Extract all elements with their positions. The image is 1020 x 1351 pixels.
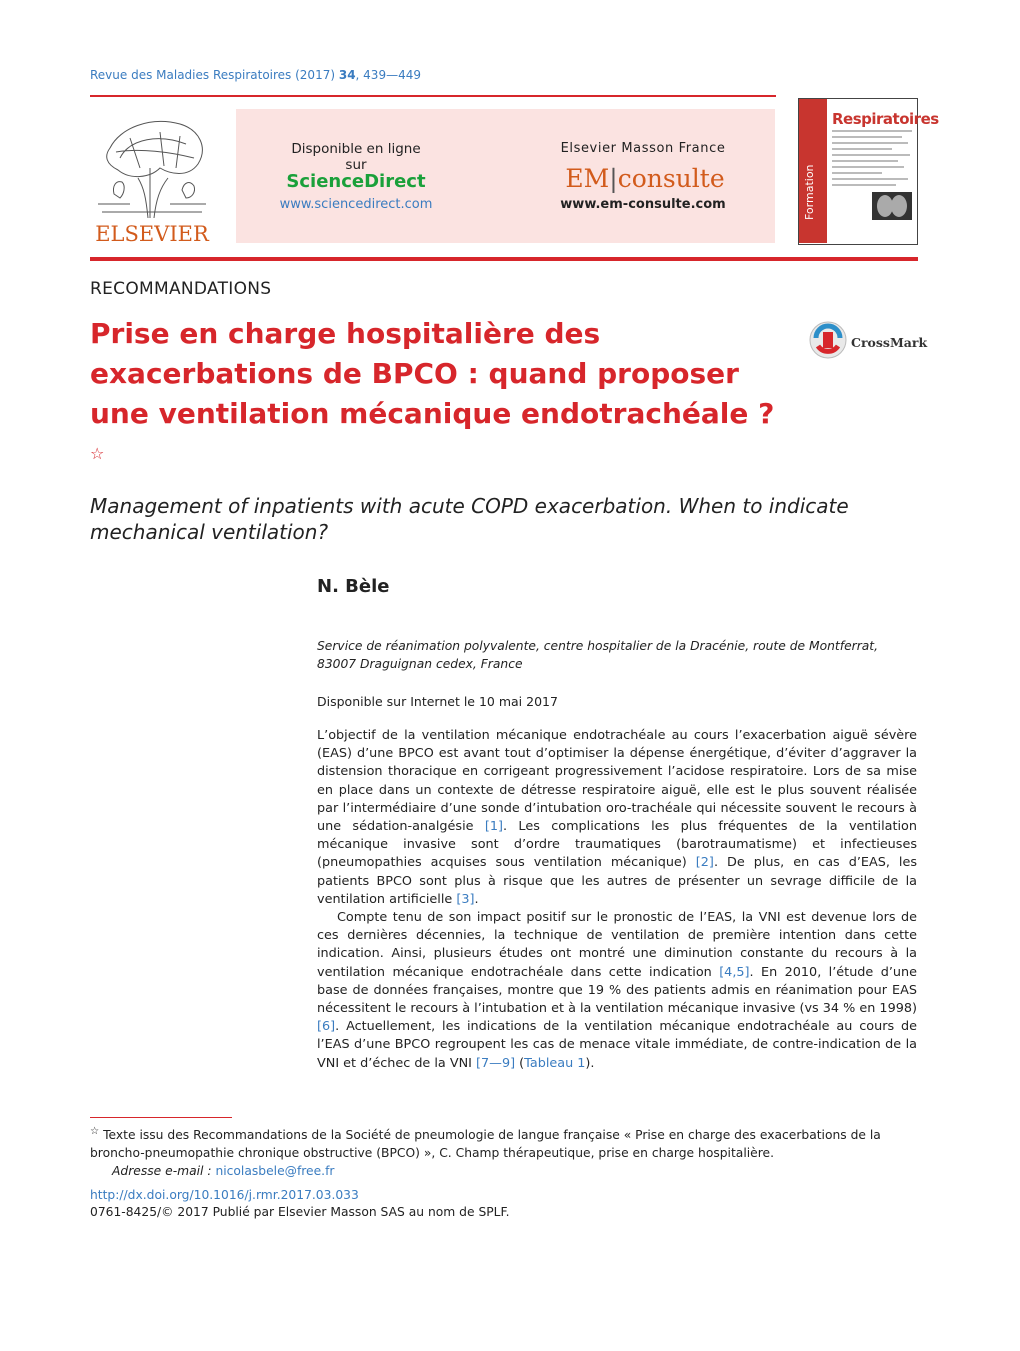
paragraph <box>317 909 917 1073</box>
section-label: RECOMMANDATIONS <box>90 279 272 299</box>
footnote-text <box>90 1122 918 1162</box>
paragraph-text: ( <box>515 1055 525 1071</box>
citation-link[interactable]: [6] <box>317 1019 336 1035</box>
affiliation-line: Service de réanimation polyvalente, centre hospitalier de la Dracénie, route de Montferrat, <box>317 639 879 653</box>
banner-rule <box>90 257 918 261</box>
email-label: Adresse e-mail : <box>112 1164 216 1179</box>
article-title-text: Prise en charge hospitalière des exacerbations de BPCO : quand proposer une ventilation mécanique endotrachéale ? <box>90 317 775 430</box>
paragraph <box>317 727 917 909</box>
footnote-body: Texte issu des Recommandations de la Société de pneumologie de langue française « Prise en charge des exacerbations de la broncho-pneumopathie chronique obstructive (BPCO) », C. Champ thérapeutique, prise en charge hospitalière. <box>90 1128 881 1161</box>
paragraph-text: L’objectif de la ventilation mécanique endotrachéale au cours l’exacerbation aiguë sévère (EAS) d’une BPCO est avant tout d’optimiser la dépense énergétique, d’éviter d’aggraver la distension thoracique en corrigeant progressivement l’acidose respiratoire. Lors de sa mise en place dans un contexte de détresse respiratoire aiguë, elle est le plus souvent réalisée par l’intermédiaire d’une sonde d’intubation oro-trachéale qui nécessite souvent le recours à une sédation-analgésie <box>317 728 917 835</box>
paragraph-text: . <box>474 891 479 907</box>
email-line <box>90 1162 918 1180</box>
citation-link[interactable]: [3] <box>456 891 475 907</box>
doi-link[interactable]: http://dx.doi.org/10.1016/j.rmr.2017.03.033 <box>90 1188 359 1202</box>
journal-reference[interactable] <box>90 68 421 82</box>
citation-link[interactable]: [2] <box>695 855 714 871</box>
lung-xray-icon <box>872 192 912 220</box>
journal-cover-contents <box>832 130 912 190</box>
paragraph-text: Compte tenu de son impact positif sur le pronostic de l’EAS, la VNI est devenue lors de ces dernières décennies, la technique de ventilation de première intention dans cette indication. Ainsi, plusieurs études ont montré une diminution constante du recours à la ventilation mécanique endotrachéale dans cette indication <box>317 910 917 980</box>
crossmark-label: CrossMark <box>851 335 928 350</box>
sciencedirect-url[interactable]: www.sciencedirect.com <box>279 197 433 212</box>
crossmark-icon[interactable] <box>808 320 848 360</box>
paragraph-text: . Les complications les plus fréquentes de la ventilation mécanique invasive sont d’ordre traumatiques (barotraumatisme) et infectieuses (pneumopathies acquises sous ventilation mécanique) <box>317 819 917 871</box>
table-link[interactable]: Tableau 1 <box>524 1055 586 1071</box>
author-name: N. Bèle <box>317 576 390 597</box>
paragraph-text: . En 2010, l’étude d’une base de données françaises, montre que 19 % des patients admis en réanimation pour EAS nécessitent le recours à l’intubation et à la ventilation mécanique invasive (vs 34 % en 1998) <box>317 964 918 1017</box>
publisher-france-label: Elsevier Masson France <box>560 141 726 156</box>
citation-link[interactable]: [1] <box>484 819 503 835</box>
copyright-line: 0761-8425/© 2017 Publié par Elsevier Masson SAS au nom de SPLF. <box>90 1205 510 1219</box>
paragraph-text: . Actuellement, les indications de la ventilation mécanique endotrachéale au cours de l’EAS d’une BPCO regroupent les cas de menace vitale immédiate, de contre-indication de la VNI et d’échec de la VNI <box>317 1019 917 1071</box>
em-logo-right: consulte <box>617 164 725 193</box>
elsevier-wordmark: ELSEVIER <box>95 222 209 246</box>
header-rule <box>90 95 776 97</box>
affiliation-line: 83007 Draguignan cedex, France <box>317 657 523 671</box>
emconsulte-logo <box>560 164 730 193</box>
title-footnote-mark[interactable]: ☆ <box>90 444 105 463</box>
article-body <box>317 727 917 1073</box>
article-subtitle-english: Management of inpatients with acute COPD exacerbation. When to indicate mechanical ventilation? <box>90 494 849 544</box>
em-logo-left: EM <box>565 164 610 193</box>
journal-cover-title: Respiratoires <box>832 110 939 128</box>
email-link[interactable]: nicolasbele@free.fr <box>215 1164 335 1179</box>
footnote-mark: ☆ <box>90 1125 100 1137</box>
journal-volume: 34 <box>338 68 356 82</box>
availability-date: Disponible sur Internet le 10 mai 2017 <box>317 694 558 709</box>
em-logo-divider: | <box>609 164 618 193</box>
available-online-label: Disponible en ligne sur <box>291 141 421 173</box>
footnote-rule <box>90 1117 232 1118</box>
footnote <box>90 1122 918 1180</box>
paragraph-text: . De plus, en cas d’EAS, les patients BPCO sont plus à risque que les autres de présenter un sevrage difficile de la ventilation artificielle <box>317 855 918 907</box>
citation-link[interactable]: [7—9] <box>476 1055 516 1071</box>
author-affiliation <box>317 637 917 673</box>
paragraph-text: ). <box>585 1055 595 1071</box>
journal-pages: , 439—449 <box>355 68 421 82</box>
citation-link[interactable]: [4,5] <box>719 964 750 980</box>
sciencedirect-logo: ScienceDirect <box>286 171 426 192</box>
emconsulte-url[interactable]: www.em-consulte.com <box>560 197 726 212</box>
article-title <box>90 314 780 480</box>
journal-name: Revue des Maladies Respiratoires (2017) <box>90 68 339 82</box>
